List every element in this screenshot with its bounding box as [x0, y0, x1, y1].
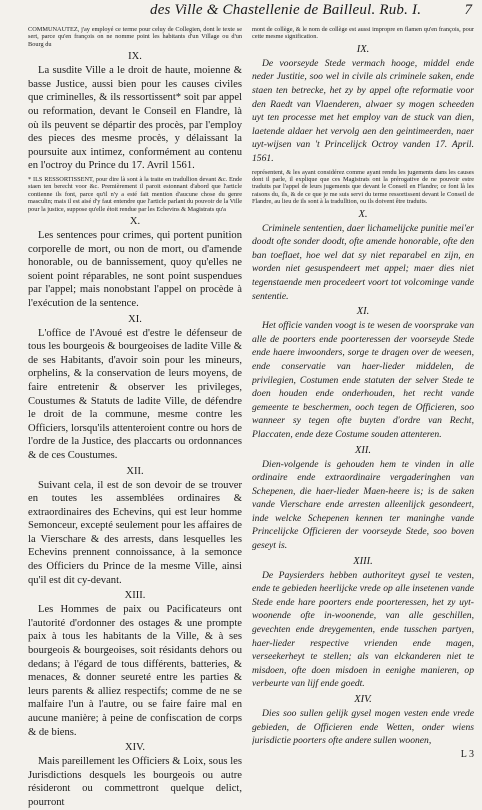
article-xi-flemish-text: Het officie vanden voogt is te wesen de voorsprake van alle de poorters ende poorteressen der voorseyde Stede ende haere inwoonders, sorge te dragen over de weesen, ende conservatie van haer-lieder middelen, de privilegien, Costumen ende statuten der selver Stede te doen houden ende onderhouden, het recht vande gemeente te beschermen, ooch tegen de Officieren, soo wanneer sy tegen ofte buyten d'ordre van Recht, Placcaten, ende deze Costume souden attenteren. — [252, 320, 474, 440]
footnote-ressortissent: * ILS RESSORTISSENT, pour dire là sont à la traite en tradullion devant &c. Ende staen ten berecht voor &c. Premièrement il paroit estonnant d'abord que l'article contienne ils font, parce qu'il n'y a esté fait mention d'aucune chose du genre masculin; mais il est aisé d'y faut entendre que l'article parlant du pouvoir de la Ville pour la justice, suppose qu'elle étoit rendue par les Echevins & Magistrats qu'a — [28, 175, 242, 213]
intro-note-french: COMMUNAUTEZ, j'ay employé ce terme pour celuy de Collegien, dont le texte se sert, parce qu'en françois on ne nomme point les habitants d'un Village ou d'un Bourg du — [28, 26, 242, 48]
section-number-xiii-flemish: XIII. — [353, 555, 373, 567]
page-header — [0, 2, 482, 24]
running-title: des Ville & Chastellenie de Bailleul. Rub. I. — [150, 2, 422, 18]
article-x-flemish-text: Criminele sententien, daer lichamelijcke punitie mei'er doodt ofte sonder doodt, ofte amende honorable, ofte den ban toeflaet, hoe wel dat sy niet reparabel en zijn, en worden niet gesuspendeert met appel; maer dies niet tegenstaende men procedeert voort tot volcominge vande sententie. — [252, 222, 474, 302]
section-number-ix-flemish: IX. — [356, 43, 370, 55]
section-number-xii-flemish: XII. — [354, 444, 372, 456]
page-number: 7 — [464, 2, 472, 18]
article-xiv-flemish-text: Dies soo sullen gelijk gysel mogen vesten ende vrede gebieden, de Officieren ende Wetten, onder wiens jurisdictie poorters ofte andere sullen woonen, — [252, 708, 474, 747]
article-x-text: Les sentences pour crimes, qui portent punition corporelle de mort, ou non de mort, ou d'amende honorable, ou de bannissement, quoy qu'elles ne soient point réparables, ne sont point suspendues par l'appel; mais nonobstant l'appel on procède à l'exécution de la sentence. — [28, 230, 242, 309]
article-xii-flemish-text: Dien-volgende is gehouden hem te vinden in alle ordinaire ende extraordinaire vergaderinghen van Schepenen, die haer-lieder Maen-heere is; is de saken vande Vierschare ende arresten alleenlijck gesondeert, inde welcke Schepenen kennen ter maninghe vande Princelijcke Officieren der voorseyde Stede, soo boven geseyt is. — [252, 458, 474, 552]
section-number-x-flemish: X. — [358, 208, 368, 220]
section-number-x: X. — [129, 216, 141, 227]
article-xiii-flemish-text: De Paysierders hebben authoriteyt gysel te vesten, ende te gebieden heerlijcke vrede op alle insetenen vande Stede ende hare poorters ende poorteressen, het zy uyt-woonende ofte in-woonende, van alle geschillen, gevechten ende dreygementen, ende tusschen partyen, haer-lieder respective vrienden ende magen, verseekerheyt te stellen; als van elckanderen niet te misdoen, ofte doen misdoen in eenighe manieren, op verbeurte van lijf ende goedt. — [252, 569, 474, 690]
signature-mark: L 3 — [460, 748, 474, 760]
article-xiv-text: Mais pareillement les Officiers & Loix, sous les Jurisdictions desquels les bourgeois ou autre résideront ou commettront quelque delict, pourront — [28, 756, 242, 808]
section-number-xiii: XIII. — [124, 590, 146, 602]
section-number-ix: IX. — [128, 51, 142, 63]
section-number-xiv-flemish: XIV. — [354, 694, 372, 705]
article-xiii-text: Les Hommes de paix ou Pacificateurs ont l'autorité d'ordonner des ostages & une prompte paix à tous les habitants de la Ville, & à ses bourgeois & bourgeoises, soit résidants dehors ou dedans; à l'égard de tous différents, batteries, & menaces, & donner seureté entre les parties & leurs parents & alliez respectifs; comme de ne se malfaire l'un à l'autre, ou se faire faire mal en aucune manière; à peine de confiscation de corps & de biens. — [28, 604, 242, 738]
article-xi-text: L'office de l'Avoué est d'estre le défenseur de tous les bourgeois & bourgeoises de ladite Ville & de ses Habitants, d'avoir soin pour les mineurs, orphelins, & la conservation de leurs moyens, de faire entretenir & observer les privileges, Coustumes & Statuts de ladite Ville, de défendre le droit de la commune, mesme contre les Officiers, lorsqu'ils attenteroient contre ou hors de l'ordre de la Justice, des placcarts ou ordonnances & de ces Coustumes. — [28, 327, 242, 461]
section-number-xi: XI. — [128, 313, 142, 325]
article-ix-text: La susdite Ville a le droit de haute, moienne & basse Justice, aussi bien pour les causes civiles que criminelles, & ils ressortissent* soit par appel ou reformation, devant le Conseil en Flandre, là où ils peuvent se départir des procès, par l'employ des pieces des mesme procès, y délaissant la poursuite aux intimez, conformément au contenu en l'octroy du Prince du 17. Avril 1561. — [28, 65, 242, 172]
section-number-xiv: XIV. — [125, 742, 145, 754]
section-number-xii: XII. — [126, 465, 144, 477]
article-ix-flemish-text: De voorseyde Stede vermach hooge, middel ende neder Justitie, soo wel in civile als criminele saken, ende staen ten betrecke, het zy by appel ofte reformatie voor den Raedt van Vlaenderen, alwaer sy mogen scheeden uyt ten processe met het employ van de stuck van dien, laetende aldaer het vervolg aen den geintimeerden, naer uyt-wijsen van 't Princelijck Octroy vanden 17. April. 1561. — [252, 57, 474, 164]
article-xii-text: Suivant cela, il est de son devoir de se trouver en toutes les assemblées ordinaires & extraordinaires des Echevins, qui est leur homme Semonceur, excepté seulement pour les affaires de la Vierschare & des arrests, dans lesquelles les Echevins prennent connoissance, à la semonce des Officiers du Prince de la mesme Ville, ainsi qu'il est dit cy-devant. — [28, 479, 242, 586]
intro-note-flemish: mont de collège, & le nom de collège est aussi impropre en flamen qu'en françois, pour cette mesme signification. — [252, 26, 474, 41]
footnote-continuation: représentent, & les ayant considérez comme ayant rendu les jugements dans les causes dont il parle, il explique que ces Magistrats ont la prérogative de ne pouvoir estre traduits par l'appel de leurs jugements que devant le Conseil en Flandre; ce font là les raisons du, ils, & de ce que je me suis servi du terme ressortissent devant le Conseil de Flandre, au lieu de ils sont à la tradulltion, ou ils doivent être traduits. — [252, 168, 474, 206]
flemish-column — [252, 26, 474, 760]
section-number-xi-flemish: XI. — [356, 306, 370, 318]
french-column — [28, 26, 242, 810]
